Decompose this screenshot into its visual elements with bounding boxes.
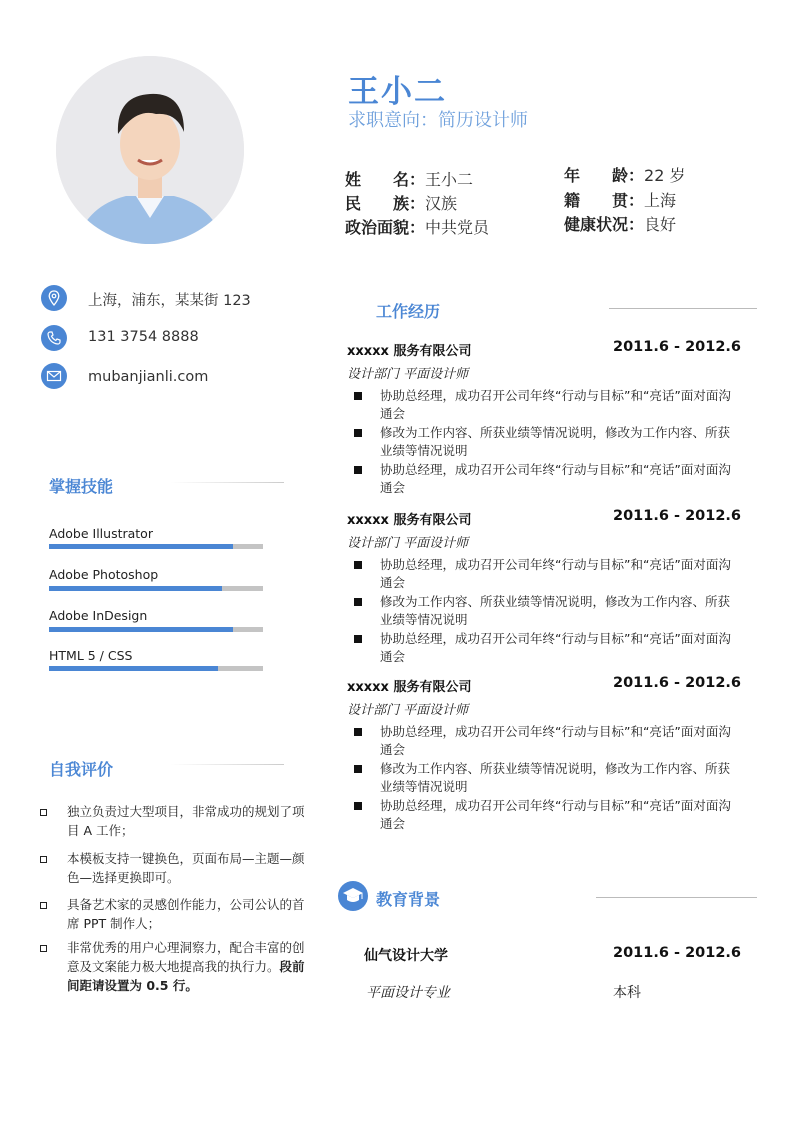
edu-major: 平面设计专业 [366, 985, 450, 1001]
job-company: xxxxx 服务有限公司 [347, 680, 472, 695]
phone-icon [41, 325, 67, 351]
list-bullet [40, 809, 47, 816]
list-bullet [354, 765, 362, 773]
job-role: 设计部门 平面设计师 [347, 367, 469, 382]
job-company: xxxxx 服务有限公司 [347, 513, 472, 528]
job-company: xxxxx 服务有限公司 [347, 344, 472, 359]
list-bullet [354, 466, 362, 474]
education-title: 教育背景 [376, 890, 441, 909]
job-date: 2011.6 - 2012.6 [613, 508, 742, 524]
list-bullet [354, 392, 362, 400]
education-title-divider [596, 897, 757, 898]
info-native-value: 上海 [644, 191, 677, 210]
skill-name: Adobe InDesign [49, 608, 148, 623]
job-duty: 协助总经理，成功召开公司年终“行动与目标”和“亮话”面对面沟通会 [380, 798, 731, 831]
self-eval-text: 独立负责过大型项目，非常成功的规划了项目 A 工作； [67, 804, 305, 838]
self-eval-bold-note: 段前间距请设置为 0.5 行。 [67, 959, 305, 993]
self-eval-text: 具备艺术家的灵感创作能力，公司公认的首席 PPT 制作人； [67, 897, 305, 931]
job-role: 设计部门 平面设计师 [347, 536, 469, 551]
info-political-value: 中共党员 [425, 218, 490, 237]
info-health [564, 212, 676, 235]
skill-name: HTML 5 / CSS [49, 648, 133, 663]
info-health-value: 良好 [644, 215, 677, 234]
info-name [345, 167, 473, 190]
list-bullet [40, 945, 47, 952]
work-title: 工作经历 [376, 302, 441, 321]
list-bullet [354, 598, 362, 606]
job-duty: 协助总经理，成功召开公司年终“行动与目标”和“亮话”面对面沟通会 [380, 724, 731, 757]
skill-name: Adobe Illustrator [49, 526, 153, 541]
skills-title: 掌握技能 [49, 477, 114, 496]
list-bullet [40, 902, 47, 909]
candidate-name: 王小二 [348, 74, 447, 110]
job-intent: 求职意向：简历设计师 [348, 110, 528, 131]
skill-bar-fill [49, 586, 222, 591]
self-eval-item [67, 802, 307, 840]
info-age-value: 22 岁 [644, 166, 686, 185]
edu-date: 2011.6 - 2012.6 [613, 945, 742, 961]
job-duty: 协助总经理，成功召开公司年终“行动与目标”和“亮话”面对面沟通会 [380, 462, 731, 495]
skill-bar-fill [49, 627, 233, 632]
contact-address: 上海，浦东，某某街 123 [88, 293, 251, 309]
self-eval-title-divider [170, 764, 284, 765]
job-duty: 修改为工作内容、所获业绩等情况说明，修改为工作内容、所获业绩等情况说明 [380, 761, 731, 794]
info-ethnic [345, 191, 457, 214]
list-bullet [354, 802, 362, 810]
list-bullet [354, 728, 362, 736]
info-ethnic-label: 民 族： [345, 194, 426, 213]
info-ethnic-value: 汉族 [425, 194, 458, 213]
edu-degree: 本科 [613, 985, 641, 1001]
info-name-label: 姓 名： [345, 170, 426, 189]
info-native-label: 籍 贯： [564, 191, 645, 210]
skill-bar [49, 586, 263, 591]
info-health-label: 健康状况： [564, 215, 645, 234]
job-duty: 修改为工作内容、所获业绩等情况说明，修改为工作内容、所获业绩等情况说明 [380, 594, 731, 627]
job-duty: 修改为工作内容、所获业绩等情况说明，修改为工作内容、所获业绩等情况说明 [380, 425, 731, 458]
list-bullet [354, 635, 362, 643]
job-duty: 协助总经理，成功召开公司年终“行动与目标”和“亮话”面对面沟通会 [380, 388, 731, 421]
list-bullet [354, 429, 362, 437]
work-title-divider [609, 308, 757, 309]
self-eval-item [67, 849, 307, 887]
skill-bar-fill [49, 544, 233, 549]
list-bullet [354, 561, 362, 569]
skill-bar-fill [49, 666, 218, 671]
skills-title-divider [170, 482, 284, 483]
skill-bar [49, 666, 263, 671]
skill-bar [49, 544, 263, 549]
info-native [564, 188, 676, 211]
skill-bar [49, 627, 263, 632]
list-bullet [40, 856, 47, 863]
profile-photo [56, 56, 244, 244]
skill-name: Adobe Photoshop [49, 567, 159, 582]
info-age-label: 年 龄： [564, 166, 645, 185]
job-date: 2011.6 - 2012.6 [613, 675, 742, 691]
job-duty: 协助总经理，成功召开公司年终“行动与目标”和“亮话”面对面沟通会 [380, 631, 731, 664]
job-date: 2011.6 - 2012.6 [613, 339, 742, 355]
edu-school: 仙气设计大学 [364, 948, 448, 964]
graduation-cap-icon [338, 881, 368, 911]
self-eval-title: 自我评价 [49, 760, 114, 779]
info-age [564, 163, 685, 186]
self-eval-text: 非常优秀的用户心理洞察力，配合丰富的创意及文案能力极大地提高我的执行力。 [67, 940, 305, 974]
info-name-value: 王小二 [425, 170, 474, 189]
job-duty: 协助总经理，成功召开公司年终“行动与目标”和“亮话”面对面沟通会 [380, 557, 731, 590]
contact-email: mubanjianli.com [88, 369, 209, 385]
location-pin-icon [41, 285, 67, 311]
envelope-icon [41, 363, 67, 389]
self-eval-item [67, 895, 307, 933]
self-eval-text: 本模板支持一键换色，页面布局—主题—颜色—选择更换即可。 [67, 851, 305, 885]
self-eval-item [67, 938, 307, 995]
job-role: 设计部门 平面设计师 [347, 703, 469, 718]
info-political [345, 215, 489, 238]
info-political-label: 政治面貌： [345, 218, 426, 237]
contact-phone: 131 3754 8888 [88, 329, 199, 345]
